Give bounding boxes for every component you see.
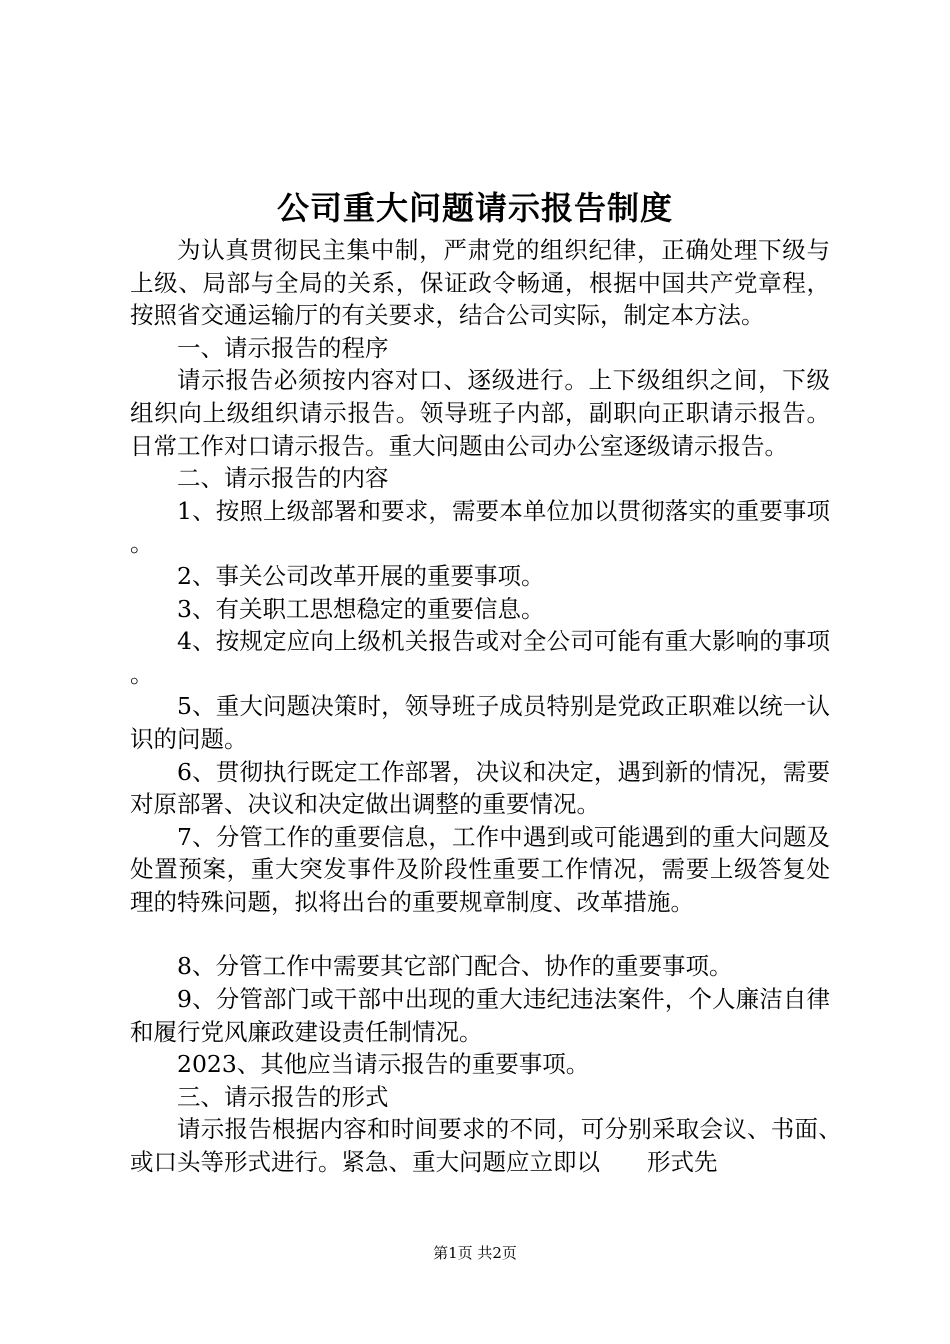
list-item-4: 4、按规定应向上级机关报告或对全公司可能有重大影响的事项。 [130, 627, 830, 688]
list-item-1: 1、按照上级部署和要求，需要本单位加以贯彻落实的重要事项。 [130, 496, 830, 558]
page-number: 第1页 共2页 [433, 1244, 517, 1262]
paragraph-procedure: 请示报告必须按内容对口、逐级进行。上下级组织之间，下级组织向上级组织请示报告。领导班子内部，副职向正职请示报告。日常工作对口请示报告。重大问题由公司办公室逐级请示报告。 [130, 366, 830, 460]
list-item-7: 7、分管工作的重要信息，工作中遇到或可能遇到的重大问题及处置预案，重大突发事件及阶段性重要工作情况，需要上级答复处理的特殊问题，拟将出台的重要规章制度、改革措施。 [130, 822, 830, 916]
list-item-9: 9、分管部门或干部中出现的重大违纪违法案件，个人廉洁自律和履行党风廉政建设责任制情况。 [130, 985, 830, 1046]
list-item-8: 8、分管工作中需要其它部门配合、协作的重要事项。 [177, 952, 733, 981]
list-item-5: 5、重大问题决策时，领导班子成员特别是党政正职难以统一认识的问题。 [130, 692, 830, 753]
list-item-10: 2023、其他应当请示报告的重要事项。 [177, 1050, 590, 1079]
list-item-2: 2、事关公司改革开展的重要事项。 [177, 561, 545, 590]
section-heading-form: 三、请示报告的形式 [177, 1082, 389, 1111]
list-item-3: 3、有关职工思想稳定的重要信息。 [177, 594, 545, 623]
section-heading-procedure: 一、请示报告的程序 [177, 333, 389, 362]
paragraph-intro: 为认真贯彻民主集中制，严肃党的组织纪律，正确处理下级与上级、局部与全局的关系，保证政令畅通，根据中国共产党章程，按照省交通运输厅的有关要求，结合公司实际，制定本方法。 [130, 236, 830, 330]
list-item-6: 6、贯彻执行既定工作部署，决议和决定，遇到新的情况，需要对原部署、决议和决定做出调整的重要情况。 [130, 757, 830, 819]
paragraph-form: 请示报告根据内容和时间要求的不同，可分别采取会议、书面、 或口头等形式进行。紧急、重大问题应立即以 形式先 [130, 1115, 877, 1177]
section-heading-content: 二、请示报告的内容 [177, 464, 389, 493]
document-body [130, 234, 877, 1179]
document-title: 公司重大问题请示报告制度 [276, 189, 673, 227]
